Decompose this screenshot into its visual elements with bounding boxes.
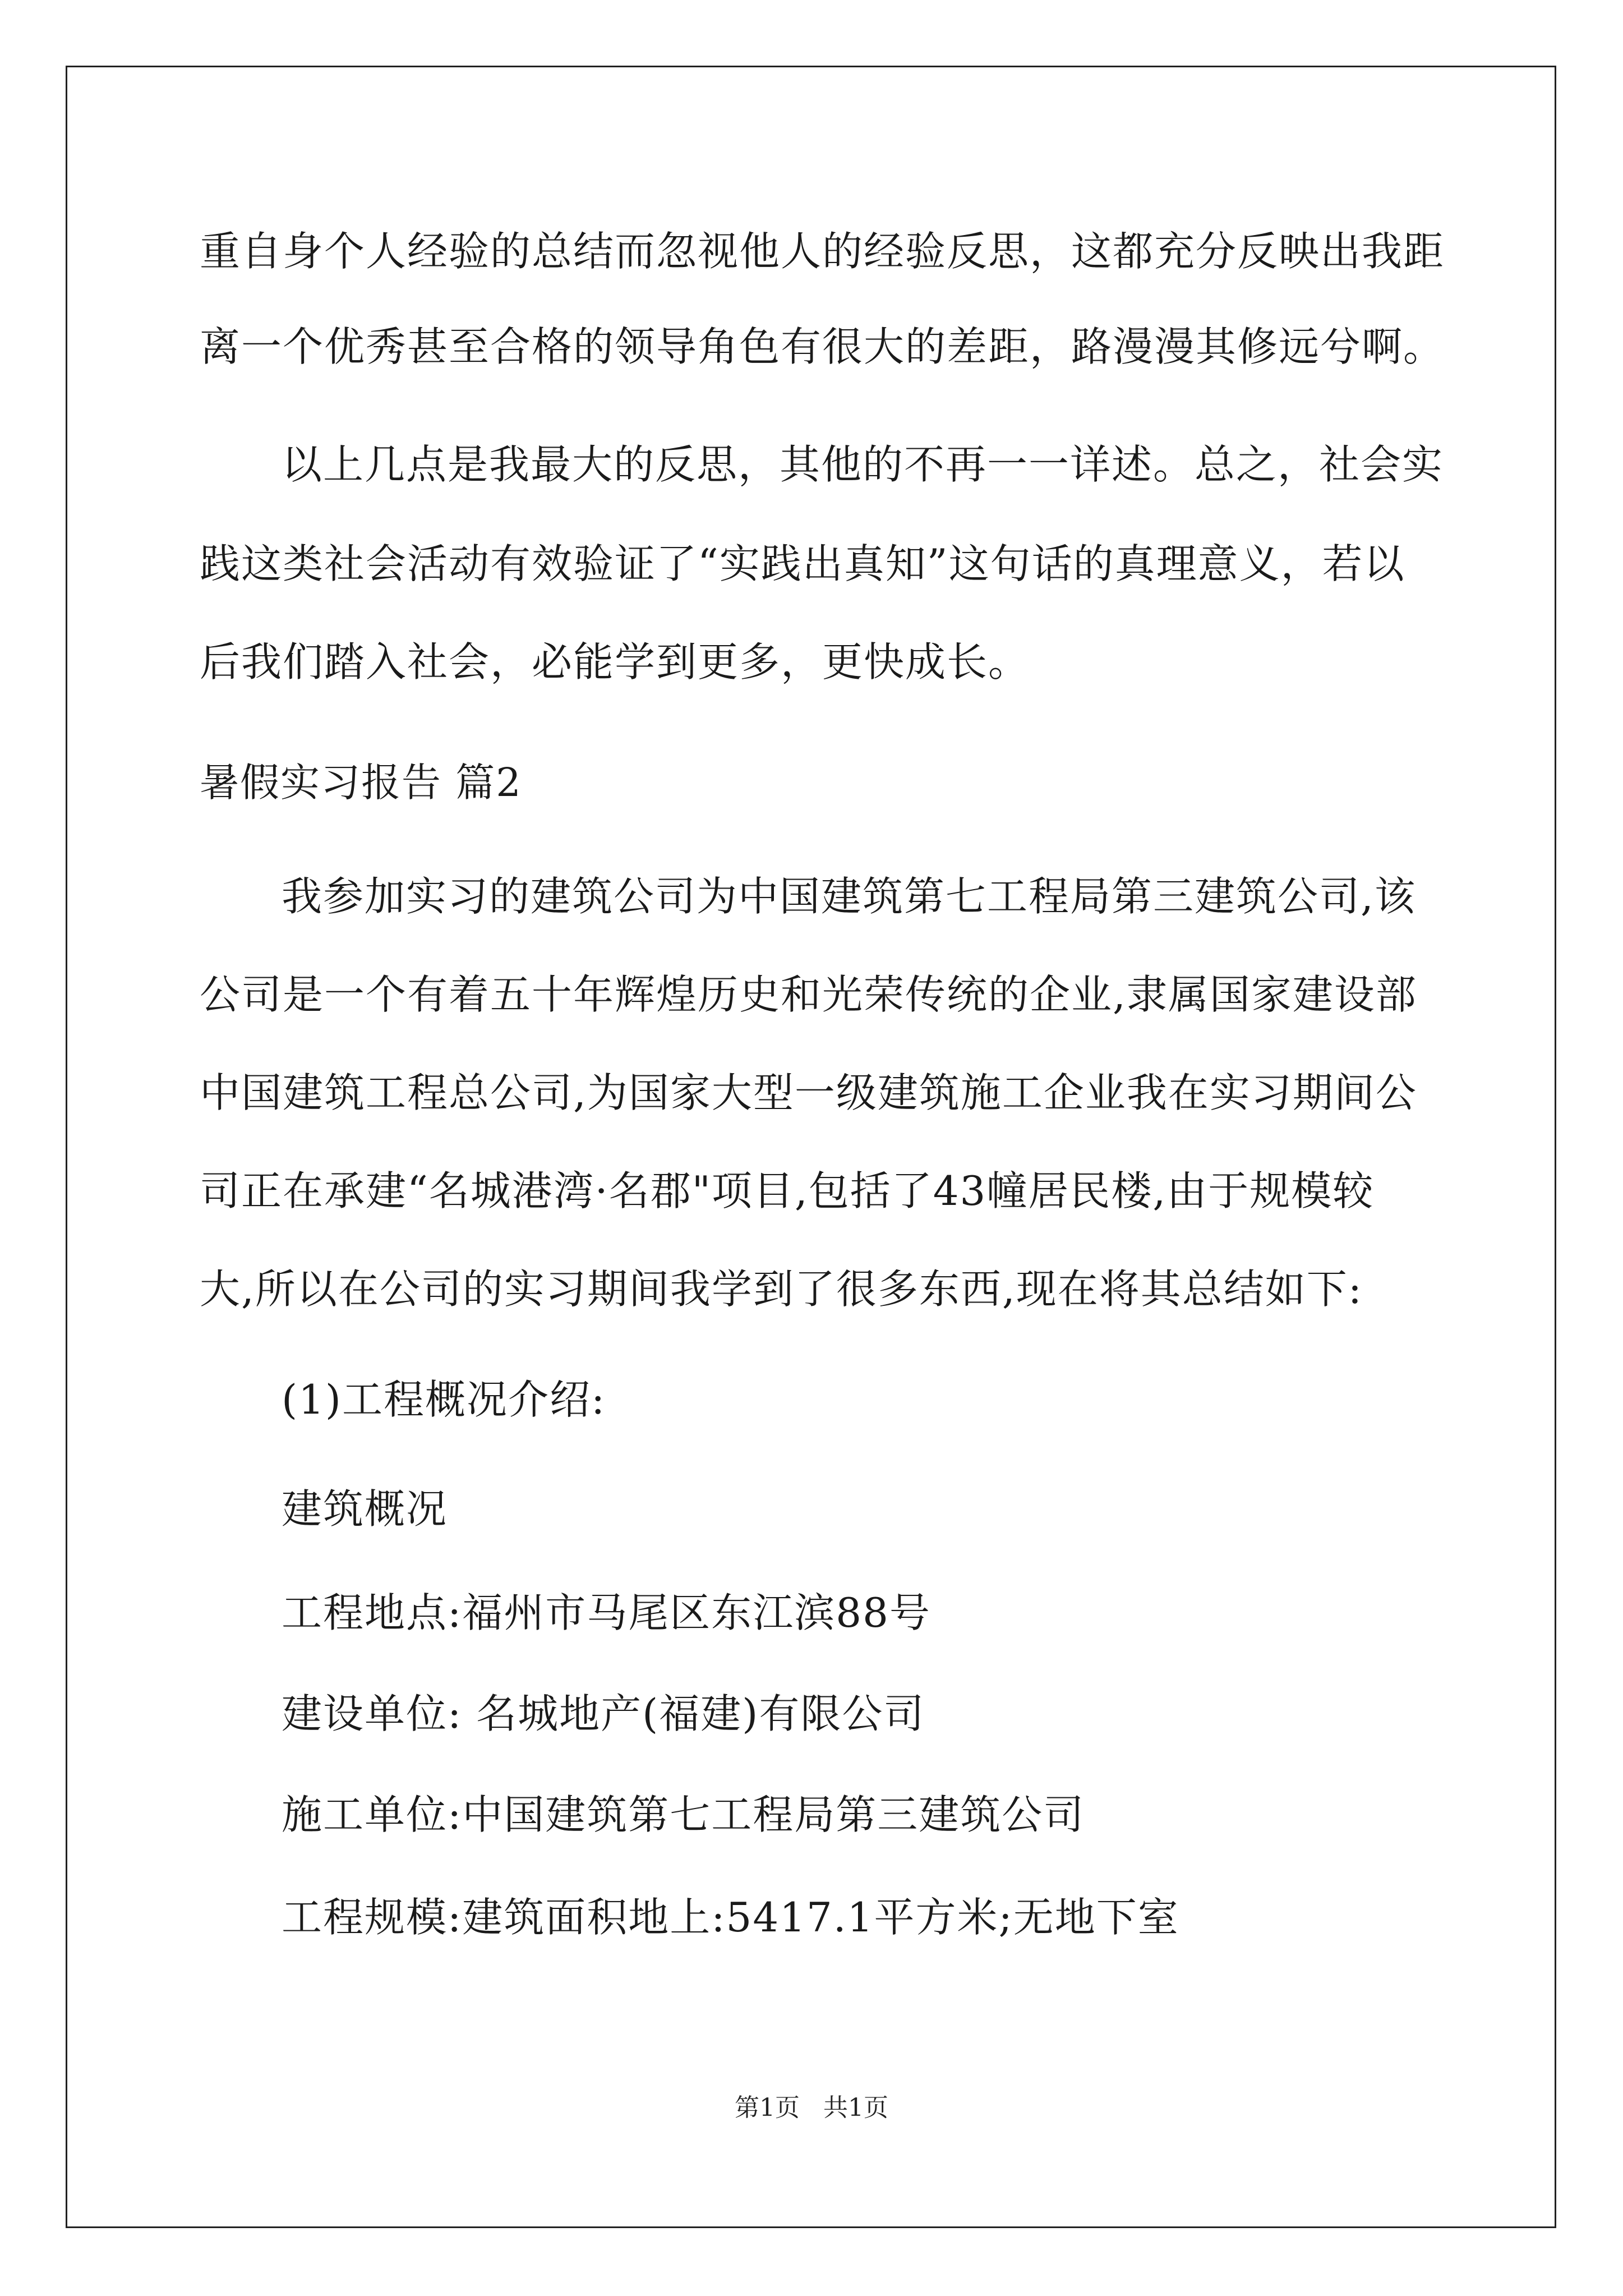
list-item: 施工单位:中国建筑第七工程局第三建筑公司 bbox=[282, 1791, 1085, 1838]
text-line: 大,所以在公司的实习期间我学到了很多东西,现在将其总结如下: bbox=[200, 1266, 1363, 1313]
page-total: 共1页 bbox=[823, 2093, 888, 2122]
page-number: 第1页 bbox=[735, 2093, 800, 2122]
text-line: 司正在承建“名城港湾·名郡"项目,包括了43幢居民楼,由于规模较 bbox=[200, 1167, 1375, 1214]
text-line: 公司是一个有着五十年辉煌历史和光荣传统的企业,隶属国家建设部 bbox=[200, 971, 1417, 1018]
text-line: 我参加实习的建筑公司为中国建筑第七工程局第三建筑公司,该 bbox=[282, 873, 1416, 920]
text-line: 重自身个人经验的总结而忽视他人的经验反思，这都充分反映出我距 bbox=[200, 228, 1445, 275]
list-item: 工程规模:建筑面积地上:5417.1平方米;无地下室 bbox=[282, 1894, 1179, 1941]
text-line: 践这类社会活动有效验证了“实践出真知”这句话的真理意义，若以 bbox=[200, 540, 1405, 587]
list-item: 建筑概况 bbox=[282, 1485, 448, 1533]
text-line: 以上几点是我最大的反思，其他的不再一一详述。总之，社会实 bbox=[282, 441, 1444, 488]
text-line: 中国建筑工程总公司,为国家大型一级建筑施工企业我在实习期间公 bbox=[200, 1069, 1417, 1116]
list-item: (1)工程概况介绍: bbox=[282, 1376, 606, 1423]
list-item: 工程地点:福州市马尾区东江滨88号 bbox=[282, 1589, 931, 1636]
section-title: 暑假实习报告 篇2 bbox=[200, 760, 522, 806]
list-item: 建设单位: 名城地产(福建)有限公司 bbox=[282, 1690, 925, 1737]
page-footer bbox=[0, 2091, 1623, 2125]
text-line: 离一个优秀甚至合格的领导角色有很大的差距，路漫漫其修远兮啊。 bbox=[200, 323, 1445, 370]
text-line: 后我们踏入社会，必能学到更多，更快成长。 bbox=[200, 638, 1030, 685]
